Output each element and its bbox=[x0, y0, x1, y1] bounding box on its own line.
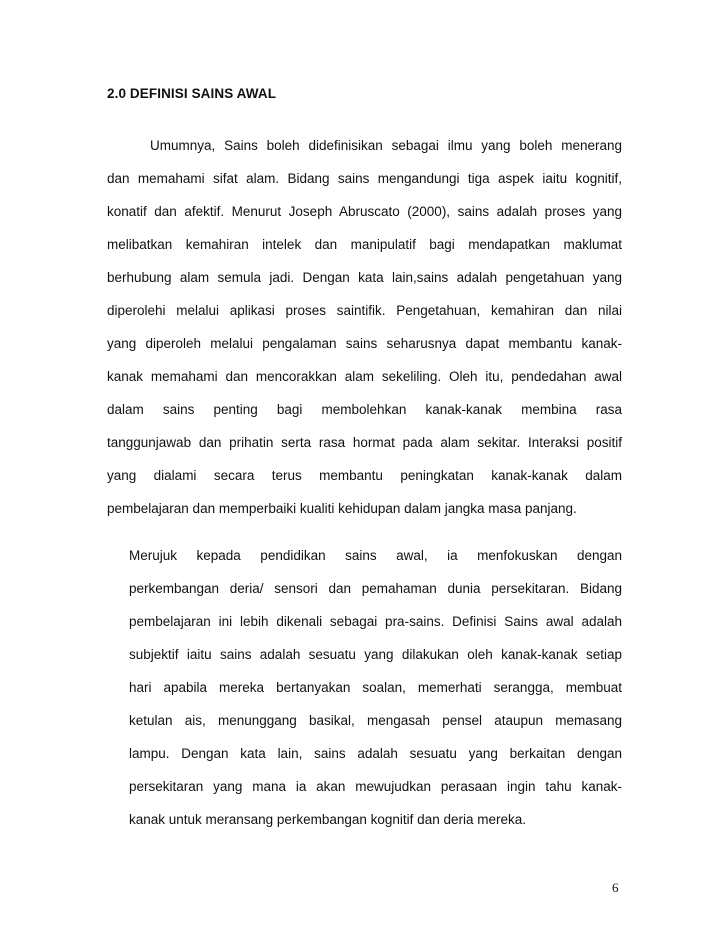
paragraph2-line: subjektif iaitu sains adalah sesuatu yang dilakukan oleh kanak-kanak setiap bbox=[129, 647, 622, 662]
paragraph2-line: kanak untuk meransang perkembangan kognitif dan deria mereka. bbox=[129, 812, 526, 827]
paragraph1-line: yang diperoleh melalui pengalaman sains seharusnya dapat membantu kanak- bbox=[107, 336, 622, 351]
paragraph2-line: hari apabila mereka bertanyakan soalan, memerhati serangga, membuat bbox=[129, 680, 622, 695]
paragraph1-line: berhubung alam semula jadi. Dengan kata lain,sains adalah pengetahuan yang bbox=[107, 270, 622, 285]
section-heading: 2.0 DEFINISI SAINS AWAL bbox=[107, 86, 277, 101]
paragraph1-line: Umumnya, Sains boleh didefinisikan sebagai ilmu yang boleh menerang bbox=[150, 138, 622, 153]
paragraph1-line: konatif dan afektif. Menurut Joseph Abruscato (2000), sains adalah proses yang bbox=[107, 204, 622, 219]
paragraph1-line: dalam sains penting bagi membolehkan kanak-kanak membina rasa bbox=[107, 402, 622, 417]
paragraph1-line: pembelajaran dan memperbaiki kualiti kehidupan dalam jangka masa panjang. bbox=[107, 501, 577, 516]
paragraph2-line: ketulan ais, menunggang basikal, mengasah pensel ataupun memasang bbox=[129, 713, 622, 728]
paragraph2-line: persekitaran yang mana ia akan mewujudkan perasaan ingin tahu kanak- bbox=[129, 779, 622, 794]
paragraph1-line: yang dialami secara terus membantu peningkatan kanak-kanak dalam bbox=[107, 468, 622, 483]
paragraph1-line: melibatkan kemahiran intelek dan manipulatif bagi mendapatkan maklumat bbox=[107, 237, 622, 252]
page-number: 6 bbox=[612, 880, 619, 895]
paragraph2-line: lampu. Dengan kata lain, sains adalah sesuatu yang berkaitan dengan bbox=[129, 746, 622, 761]
paragraph1-line: kanak memahami dan mencorakkan alam sekeliling. Oleh itu, pendedahan awal bbox=[107, 369, 622, 384]
paragraph2-line: pembelajaran ini lebih dikenali sebagai pra-sains. Definisi Sains awal adalah bbox=[129, 614, 622, 629]
paragraph1-line: dan memahami sifat alam. Bidang sains mengandungi tiga aspek iaitu kognitif, bbox=[107, 171, 622, 186]
paragraph2-line: Merujuk kepada pendidikan sains awal, ia menfokuskan dengan bbox=[129, 548, 622, 563]
paragraph2-line: perkembangan deria/ sensori dan pemahaman dunia persekitaran. Bidang bbox=[129, 581, 622, 596]
paragraph1-line: tanggunjawab dan prihatin serta rasa hormat pada alam sekitar. Interaksi positif bbox=[107, 435, 622, 450]
paragraph1-line: diperolehi melalui aplikasi proses saintifik. Pengetahuan, kemahiran dan nilai bbox=[107, 303, 622, 318]
